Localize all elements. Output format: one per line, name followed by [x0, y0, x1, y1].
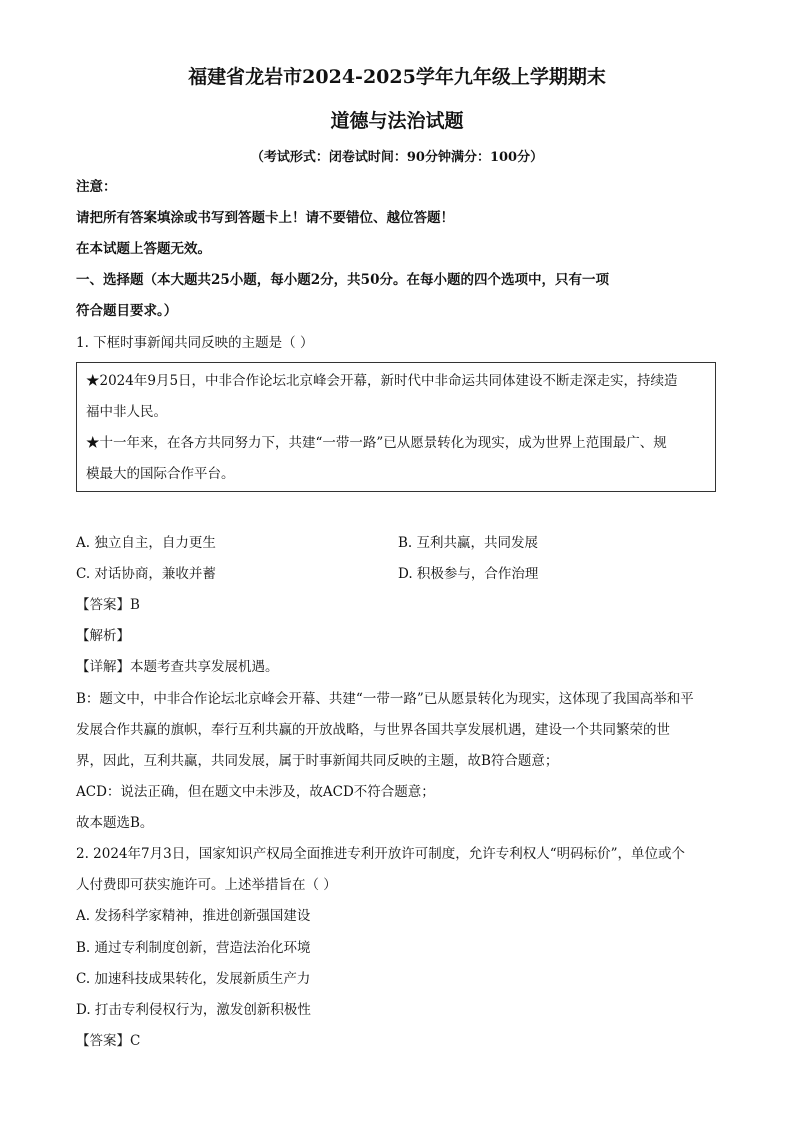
- question-1-stem: 1. 下框时事新闻共同反映的主题是（ ）: [76, 335, 314, 351]
- exam-info: （考试形式：闭卷试时间：90分钟满分：100分）: [250, 150, 544, 165]
- question-2-answer: 【答案】C: [76, 1033, 141, 1049]
- news-box-line-4: 模最大的国际合作平台。: [86, 466, 235, 482]
- question-1-option-b: B. 互利共赢，共同发展: [398, 535, 539, 551]
- news-box-line-2: 福中非人民。: [86, 404, 167, 420]
- question-2-option-b: B. 通过专利制度创新，营造法治化环境: [76, 940, 311, 956]
- question-2-stem-line-1: 2. 2024年7月3日，国家知识产权局全面推进专利开放许可制度，允许专利权人“明码标价”，单位或个: [76, 846, 686, 862]
- notice-line-2: 在本试题上答题无效。: [76, 241, 211, 257]
- question-1-option-d: D. 积极参与，合作治理: [398, 566, 539, 582]
- question-1-analysis-label: 【解析】: [76, 628, 130, 644]
- question-1-explanation-line-4: ACD：说法正确，但在题文中未涉及，故ACD不符合题意；: [76, 784, 435, 800]
- question-1-explanation-line-2: 发展合作共赢的旗帜，奉行互利共赢的开放战略，与世界各国共享发展机遇，建设一个共同繁荣的世: [76, 722, 670, 738]
- document-title: 福建省龙岩市2024-2025学年九年级上学期期末: [188, 66, 606, 88]
- question-2-option-c: C. 加速科技成果转化，发展新质生产力: [76, 971, 311, 987]
- section-heading-line-2: 符合题目要求。）: [76, 303, 178, 319]
- question-2-option-d: D. 打击专利侵权行为，激发创新积极性: [76, 1002, 311, 1018]
- question-1-explanation-line-3: 界，因此，互利共赢，共同发展，属于时事新闻共同反映的主题，故B符合题意；: [76, 753, 559, 769]
- notice-label: 注意：: [76, 179, 117, 195]
- news-box-line-3: ★十一年来，在各方共同努力下，共建“一带一路”已从愿景转化为现实，成为世界上范围最广、规: [86, 435, 667, 451]
- question-1-explanation-line-5: 故本题选B。: [76, 815, 154, 831]
- question-2-option-a: A. 发扬科学家精神，推进创新强国建设: [76, 908, 311, 924]
- section-heading-line-1: 一、选择题（本大题共25小题，每小题2分，共50分。在每小题的四个选项中，只有一项: [76, 272, 609, 288]
- news-box: [76, 362, 716, 492]
- document-subtitle: 道德与法治试题: [330, 110, 464, 132]
- notice-line-1: 请把所有答案填涂或书写到答题卡上！请不要错位、越位答题！: [76, 210, 454, 226]
- question-2-stem-line-2: 人付费即可获实施许可。上述举措旨在（ ）: [76, 877, 337, 893]
- news-box-line-1: ★2024年9月5日，中非合作论坛北京峰会开幕，新时代中非命运共同体建设不断走深走实，持续造: [86, 373, 678, 389]
- question-1-detail: 【详解】本题考查共享发展机遇。: [76, 659, 279, 675]
- question-1-explanation-line-1: B：题文中，中非合作论坛北京峰会开幕、共建“一带一路”已从愿景转化为现实，这体现了我国高举和平: [76, 691, 694, 707]
- question-1-answer: 【答案】B: [76, 597, 140, 613]
- question-1-option-c: C. 对话协商，兼收并蓄: [76, 566, 216, 582]
- question-1-option-a: A. 独立自主，自力更生: [76, 535, 216, 551]
